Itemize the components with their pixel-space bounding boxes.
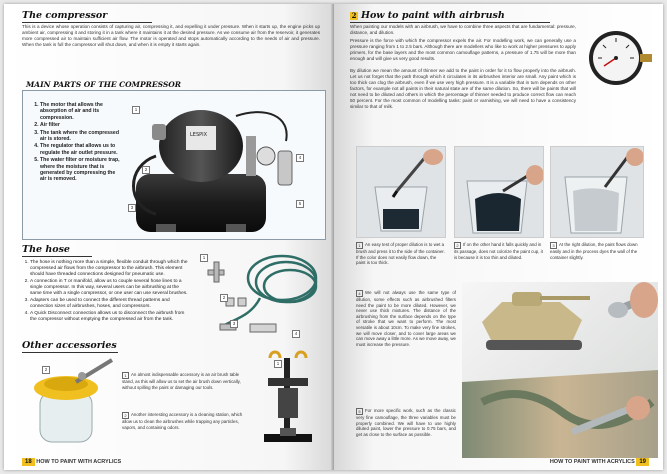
caption-text: We will not always use the same type of dilution, some effects such as airbrushed filters need the paint to be more diluted. However, we never use thick mixtures. The distance of the airbrushing from the surface depends on the type of stroke that we want to perform. The most versatile is about 10cm. To make very fine strokes, we will move closer, and to cover large areas we can move away a little more. As we move away, we must increase the pressure. — [356, 290, 456, 347]
accessory-caption-2 — [122, 412, 252, 430]
compressor-brand-text: LESPIX — [190, 132, 208, 138]
compressor-intro: This is a device whose operation consists of capturing air, compressing it, and expelling it under pressure. When it starts up, the engine picks up ambient air, compressing it and storing it in a tank where it maintains it at the desired pressure. As we consume air from the reservoir, it generates more compressed air to maintain sufficient air flow. The motor is operated and stops automatically according to the needs of air and pressure. When the tank is full the compressor will shut down, and when it is empty it starts again. — [22, 24, 320, 47]
caption-text: For more specific work, such as the classic very fine camouflage, the three variables must be properly combined. We will have to use highly diluted paint, lower the pressure to 0.75 bars, and get as close to the surface as possible. — [356, 408, 456, 437]
hose-list — [22, 260, 190, 324]
right-footer-text: HOW TO PAINT WITH ACRYLICS — [549, 459, 635, 465]
callout-badge: 1 — [132, 106, 140, 114]
step-caption-1 — [356, 242, 446, 266]
section-title-text: How to paint with airbrush — [361, 10, 505, 21]
tank-airbrush-photo — [462, 282, 658, 458]
caption-number: 4 — [356, 290, 363, 297]
callout-badge: 1 — [200, 254, 208, 262]
hose-item: 4. A Quick Disconnect connection allows us to disconnect the airbrush from the compressor without emptying the compressed air from the tank. — [30, 311, 190, 323]
caption-text: Another interesting accessory is a cleaning station, which allow us to clean the airbrushes while trapping any particles, vapors, and containing odors. — [122, 412, 243, 430]
step-caption-3 — [550, 242, 642, 260]
callout-badge: 4 — [292, 330, 300, 338]
right-page — [334, 4, 663, 470]
left-page — [4, 4, 333, 470]
accessories-title: Other accessories — [22, 340, 117, 351]
section-number: 2 — [351, 11, 357, 20]
hose-title: The hose — [22, 244, 92, 257]
right-page-number: 19 — [636, 458, 649, 466]
caption-number: 2 — [454, 242, 461, 249]
main-parts-title: MAIN PARTS OF THE COMPRESSOR — [26, 80, 182, 89]
caption-text: An easy test of proper dilution is to wet a brush and press it to the side of the container. If the color does not easily flow down, the paint is too thick. — [356, 242, 445, 266]
step-photo-2 — [454, 146, 544, 238]
airbrush-para-1: When painting our models with an airbrush, we have to combine three aspects that are fundamental: pressure, distance, and dilution. — [350, 24, 576, 35]
hose-photo — [190, 248, 328, 340]
step-photo-3 — [550, 146, 644, 238]
step-caption-2 — [454, 242, 544, 260]
pressure-gauge-photo — [584, 26, 654, 94]
part-item: 2. Air filter — [40, 122, 122, 128]
caption-text: At the right dilution, the paint flows down easily and in the process dyes the wall of the container slightly. — [550, 242, 638, 260]
airbrush-para-2: Pressure is the force with which the compressor expels the air. For modelling work, we can generally use a pressure ranging from 1 to 2.5 bars. Although there are modellers who like to work at higher pressures to apply primers, for the base layers and the most common camouflage patterns, a pressure of 1.75 will be more than enough and will give us very good results. — [350, 38, 576, 61]
accessory-caption-1 — [122, 372, 252, 390]
caption-number: 3 — [550, 242, 557, 249]
callout-badge: 2 — [142, 166, 150, 174]
caption-number: 2 — [122, 412, 129, 419]
distance-caption — [356, 290, 456, 347]
part-item: 5. The water filter or moisture trap, where the moisture that is generated by compressing the air is removed. — [40, 157, 122, 183]
compressor-title: The compressor — [22, 10, 152, 23]
camouflage-caption — [356, 408, 456, 437]
left-footer — [22, 458, 121, 466]
callout-badge: 2 — [42, 366, 50, 374]
callout-badge: 3 — [128, 204, 136, 212]
step-photo-1 — [356, 146, 446, 238]
caption-number: 1 — [122, 372, 129, 379]
airbrush-title — [350, 10, 550, 23]
airbrush-para-3: By dilution we mean the amount of thinner we add to the paint in order for it to flow properly into the airbrush. Let us not forget that the path through which it circulates in its airbrushes interior are small. Any paint which is too thick can clog the airbrush, even if we use very high pressure. It is a variable that in turn depends on other factors, for example not all paints in their natural state are of the same dilution. So, there will be paints that will not need to be diluted and others in which the percentage of thinner needed to produce correct flow can reach 50 percent. For the most common of modelling tasks: paint or varnishing, we will need to have a consistency similar to that of milk. — [350, 68, 576, 109]
cleaning-station-photo — [26, 354, 116, 450]
part-item: 3. The tank where the compressed air is stored. — [40, 130, 122, 143]
right-footer — [550, 458, 649, 466]
hose-item: 2. A connection in T or manifold, allow us to couple several hose lines to a single compressor. In this way, several users can be airbrushing at the same time with a single compressor, or one user can use several brushes. — [30, 279, 190, 297]
caption-number: 1 — [356, 242, 363, 249]
callout-badge: 1 — [274, 360, 282, 368]
parts-list — [32, 102, 122, 184]
callout-badge: 2 — [220, 294, 228, 302]
left-footer-text: HOW TO PAINT WITH ACRYLICS — [36, 459, 122, 465]
left-page-number: 18 — [22, 458, 35, 466]
part-item: 4. The regulator that allows us to regulate the air outlet pressure. — [40, 143, 122, 156]
callout-badge: 3 — [230, 320, 238, 328]
callout-badge: 4 — [296, 154, 304, 162]
part-item: 1. The motor that allows the absorption of air and its compression. — [40, 102, 122, 121]
caption-text: An almost indispensable accessory is an air brush table stand, as this will allow us to set the air brush down vertically, without spilling the paint or damaging our tools. — [122, 372, 241, 390]
airbrush-stand-photo — [256, 348, 322, 452]
magazine-spread — [4, 4, 663, 470]
caption-number: 5 — [356, 408, 363, 415]
hose-item: 1. The hose is nothing more than a simple, flexible conduit through which the compressed air flows from the compressor to the airbrush. This element should have threaded connections designed for pneumatic use. — [30, 260, 190, 278]
hose-item: 3. Adapters can be used to connect the different thread patterns and connection sizes of airbrushes, hoses, and compressors. — [30, 298, 190, 310]
callout-badge: 5 — [296, 200, 304, 208]
caption-text: If on the other hand it falls quickly and in its passage, does not colorize the paint cup, it is because it is too thin and diluted. — [454, 242, 543, 260]
